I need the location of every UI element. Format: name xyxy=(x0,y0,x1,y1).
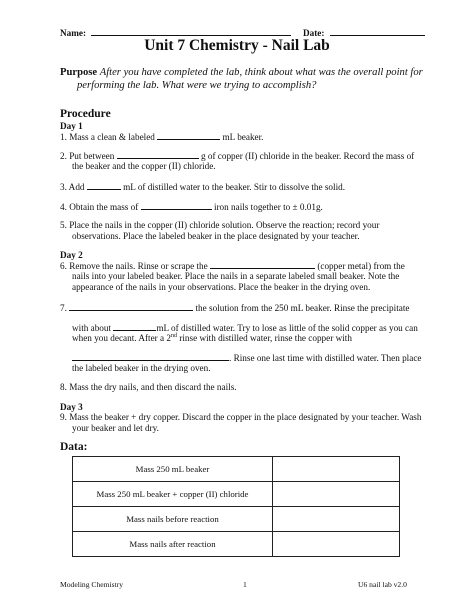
step-5: 5. Place the nails in the copper (II) chloride solution. Observe the reaction; record your xyxy=(60,220,380,230)
step-4: 4. Obtain the mass of iron nails together to ± 0.01g. xyxy=(60,202,323,212)
purpose-line1 xyxy=(60,66,423,79)
step-7-cont-4: the labeled beaker in the drying oven. xyxy=(72,363,211,373)
value-cell[interactable] xyxy=(273,457,400,482)
date-field[interactable] xyxy=(330,27,425,36)
step-2-cont: the beaker and the copper (II) chloride. xyxy=(72,161,216,171)
step-1: 1. Mass a clean & labeled mL beaker. xyxy=(60,132,264,142)
purpose-text-1: After you have completed the lab, think about what was the overall point for xyxy=(99,67,423,78)
procedure-heading: Procedure xyxy=(60,108,111,120)
purpose-label: Purpose xyxy=(60,67,98,78)
table-row xyxy=(73,482,400,507)
name-label: Name: xyxy=(60,28,87,38)
water-volume-blank[interactable] xyxy=(87,181,121,190)
step-8: 8. Mass the dry nails, and then discard the nails. xyxy=(60,382,237,392)
row-label: Mass 250 mL beaker xyxy=(73,457,273,482)
step-7-cont-3: . Rinse one last time with distilled water. Then place xyxy=(72,352,421,364)
step-7: 7. the solution from the 250 mL beaker. Rinse the precipitate xyxy=(60,303,410,313)
footer-right: U6 nail lab v2.0 xyxy=(358,580,407,589)
row-label: Mass 250 mL beaker + copper (II) chloride xyxy=(73,482,273,507)
day3-heading: Day 3 xyxy=(60,402,83,412)
beaker-size-blank[interactable] xyxy=(157,131,220,140)
table-row xyxy=(73,507,400,532)
step-3: 3. Add mL of distilled water to the beaker. Stir to dissolve the solid. xyxy=(60,182,346,192)
precipitate-blank[interactable] xyxy=(210,260,315,269)
purpose-text-2: performing the lab. What were we trying to accomplish? xyxy=(77,80,317,91)
nail-count-blank[interactable] xyxy=(141,201,212,210)
step-5-cont: observations. Place the labeled beaker in the place designated by your teacher. xyxy=(72,231,360,241)
data-heading: Data: xyxy=(60,441,88,453)
row-label: Mass nails before reaction xyxy=(73,507,273,532)
row-label: Mass nails after reaction xyxy=(73,532,273,557)
value-cell[interactable] xyxy=(273,532,400,557)
step-6: 6. Remove the nails. Rinse or scrape the (copper metal) from the xyxy=(60,261,405,271)
data-table xyxy=(72,456,400,557)
value-cell[interactable] xyxy=(273,482,400,507)
page-number: 1 xyxy=(243,580,247,589)
footer-left: Modeling Chemistry xyxy=(60,580,124,589)
name-field[interactable] xyxy=(91,27,291,36)
table-row xyxy=(73,532,400,557)
value-cell[interactable] xyxy=(273,507,400,532)
decant-blank[interactable] xyxy=(69,302,193,311)
step-9: 9. Mass the beaker + dry copper. Discard the copper in the place designated by your teacher. Wash xyxy=(60,412,422,422)
step-2: 2. Put between g of copper (II) chloride in the beaker. Record the mass of xyxy=(60,151,415,161)
day1-heading: Day 1 xyxy=(60,121,83,131)
table-row xyxy=(73,457,400,482)
page-title: Unit 7 Chemistry - Nail Lab xyxy=(144,37,330,54)
day2-heading: Day 2 xyxy=(60,250,83,260)
date-label: Date: xyxy=(303,28,325,38)
step-6-cont-1: nails into your labeled beaker. Place the nails in a separate labeled small beaker. Note the xyxy=(72,271,400,281)
rinse-liquid-blank[interactable] xyxy=(72,352,229,361)
step-7-cont-1: with about mL of distilled water. Try to lose as little of the solid copper as you can xyxy=(72,323,418,333)
copper-chloride-mass-blank[interactable] xyxy=(117,150,199,159)
rinse-volume-blank[interactable] xyxy=(113,322,156,331)
step-9-cont: your beaker and let dry. xyxy=(72,423,159,433)
step-7-cont-2: when you decant. After a 2nd rinse with distilled water, rinse the copper with xyxy=(72,332,352,343)
step-6-cont-2: appearance of the nails in your observations. Place the beaker in the drying oven. xyxy=(72,282,371,292)
